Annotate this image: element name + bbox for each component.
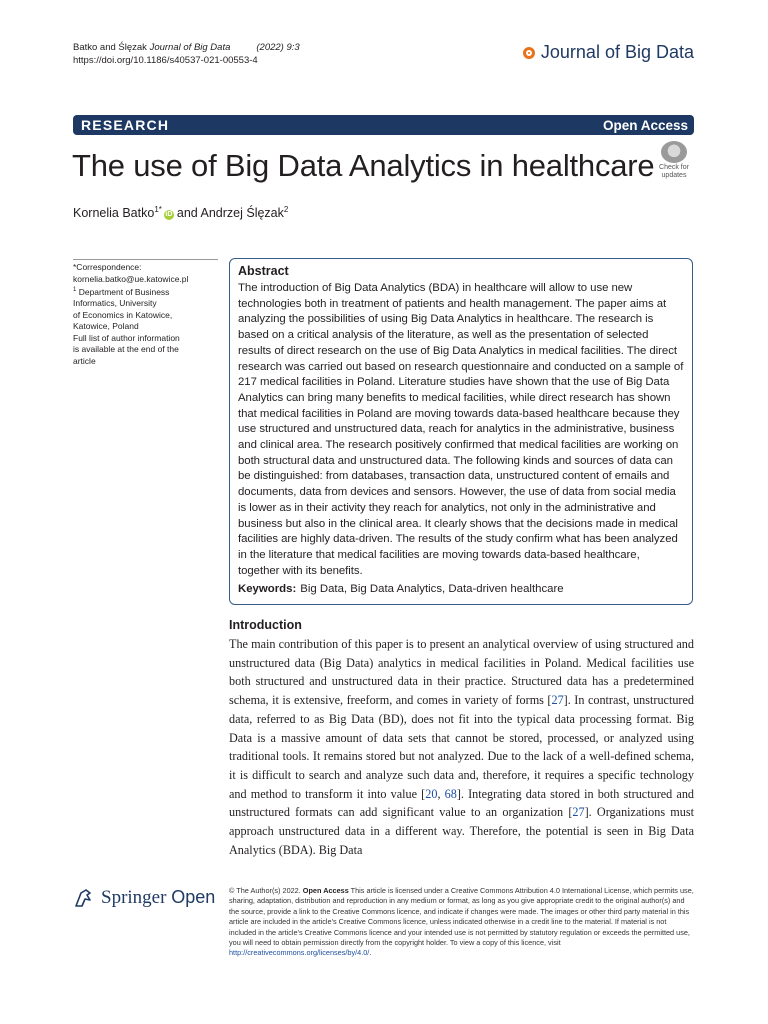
doi-link[interactable]: https://doi.org/10.1186/s40537-021-00553-4 bbox=[73, 55, 258, 66]
open-word: Open bbox=[171, 887, 216, 907]
sidebar-line: Katowice, Poland bbox=[73, 321, 139, 332]
springer-logo-text bbox=[101, 887, 215, 909]
sidebar-line: article bbox=[73, 355, 96, 366]
author-name: Kornelia Batko bbox=[73, 206, 155, 221]
keywords-line bbox=[238, 583, 684, 595]
correspondence-sidebar bbox=[73, 259, 218, 367]
intro-text: ]. Organizations must approach unstructured data in a different way. Therefore, the potential is seen in Big Data Analytics (BDA). Big Data bbox=[229, 805, 695, 857]
license-url[interactable]: http://creativecommons.org/licenses/by/4.0/ bbox=[229, 948, 370, 958]
keywords-value: Big Data, Big Data Analytics, Data-driven healthcare bbox=[300, 583, 564, 596]
sidebar-line-text: Department of Business bbox=[76, 286, 170, 297]
introduction-paragraph bbox=[229, 635, 694, 859]
article-type-banner bbox=[73, 115, 694, 135]
intro-text: The main contribution of this paper is to present an analytical overview of using structured and unstructured data (Big Data) analytics in medical facilities in Poland. Medical facilities use both structured and unstructured data in their practice. Structured data has a predetermined schema, it is extensive, freeform, and comes in variety of forms [ bbox=[229, 637, 694, 708]
intro-text: ]. Integrating data stored in both structured and unstructured formats can add significant value to an organization [ bbox=[229, 786, 695, 820]
intro-text: ]. In contrast, unstructured data, referred to as Big Data (BD), does not fit into the typical data processing format. Big Data is a massive amount of data sets that cannot be stored, processed, or analyzed using traditional tools. It remains stored but not analyzed. Due to the lack of a well-defined schema, it is difficult to search and analyze such data and, therefore, it requires a specific technology and method to transform it into value [ bbox=[229, 693, 694, 801]
license-end: . bbox=[369, 948, 372, 958]
citation-link[interactable]: 20 bbox=[425, 786, 438, 801]
correspondence-email[interactable]: kornelia.batko@ue.katowice.pl bbox=[73, 273, 189, 284]
article-type-label: RESEARCH bbox=[81, 117, 170, 133]
citation-header bbox=[73, 41, 300, 67]
license-open-access: Open Access bbox=[302, 886, 349, 895]
author-joiner: and Andrzej Ślęzak bbox=[176, 206, 284, 221]
citation-link[interactable]: 27 bbox=[572, 805, 585, 820]
sidebar-line: Informatics, University bbox=[73, 298, 157, 309]
citation-link[interactable]: 68 bbox=[444, 786, 457, 801]
citation-link[interactable]: 27 bbox=[551, 693, 564, 708]
affiliation-sup: 1 bbox=[73, 287, 77, 293]
license-body: This article is licensed under a Creative Commons Attribution 4.0 International License, which permits use, sharing, adaptation, distribution and reproduction in any medium or format, as long as you give appropriate credit to the original author(s) and the source, provide a link to the Creative Commons licence, and indicate if changes were made. The images or other third party material in this article are included in the article's Creative Commons licence, unless indicated otherwise in a credit line to the material. If material is not included in the article's Creative Commons licence and your intended use is not permitted by statutory regulation or exceeds the permitted use, you will need to obtain permission directly from the copyright holder. To view a copy of this licence, visit bbox=[229, 886, 694, 948]
intro-text: , bbox=[437, 786, 445, 801]
open-access-label: Open Access bbox=[602, 117, 688, 133]
sidebar-line bbox=[73, 285, 218, 298]
abstract-text: The introduction of Big Data Analytics (BDA) in healthcare will allow to use new technologies both in treatment of patients and health management. The paper aims at analyzing the possibilities of using Big Data Analytics in healthcare. The research is based on a critical analysis of the literature, as well as the presentation of selected results of direct research on the use of Big Data Analytics in medical facilities. The direct research was carried out based on research questionnaire and conducted on a sample of 217 medical facilities in Poland. Literature studies have shown that the use of Big Data Analytics can bring many benefits to medical facilities, while direct research has shown that medical facilities in Poland are moving towards data-based healthcare because they use structured and unstructured data, reach for analytics in the administrative, business and clinical area. The research positively confirmed that medical facilities are working on both structural data and unstructured data. The following kinds and sources of data can be distinguished: from databases, transaction data, unstructured content of emails and documents, data from devices and sensors. However, the use of data from social media is lower as in their activity they reach for analytics, not only in the administrative and business but also in the clinical area. It clearly shows that the decisions made in medical facilities are highly data-driven. The results of the study confirm what has been analyzed in the literature that medical facilities are moving towards data-based healthcare, together with its benefits. bbox=[238, 282, 684, 577]
license-text bbox=[229, 886, 695, 959]
springer-word: Springer bbox=[101, 887, 167, 908]
sidebar-line: of Economics in Katowice, bbox=[73, 309, 173, 320]
check-updates-line1: Check for bbox=[659, 164, 689, 171]
author-affiliation-sup: 1* bbox=[154, 205, 162, 214]
article-title: The use of Big Data Analytics in healthcare bbox=[72, 148, 655, 183]
sidebar-line: *Correspondence: bbox=[73, 262, 142, 272]
author-list bbox=[73, 205, 288, 220]
check-for-updates-badge[interactable] bbox=[654, 141, 694, 179]
header-journal: Journal of Big Data bbox=[149, 42, 231, 53]
check-updates-icon bbox=[661, 141, 687, 163]
sidebar-line: Full list of author information bbox=[73, 332, 180, 343]
author-affiliation-sup: 2 bbox=[283, 205, 289, 214]
keywords-label: Keywords: bbox=[238, 583, 297, 596]
springer-horse-icon bbox=[73, 887, 95, 909]
introduction-heading: Introduction bbox=[229, 618, 302, 632]
header-authors: Batko and Ślęzak bbox=[73, 42, 147, 53]
abstract-box bbox=[229, 258, 693, 605]
check-updates-label bbox=[654, 164, 694, 179]
sidebar-line: is available at the end of the bbox=[73, 344, 179, 355]
abstract-heading: Abstract bbox=[238, 264, 289, 278]
springer-open-logo bbox=[73, 887, 215, 909]
header-volume: (2022) 9:3 bbox=[256, 42, 300, 53]
journal-logo-icon bbox=[523, 47, 535, 59]
license-copyright: © The Author(s) 2022. bbox=[229, 886, 303, 895]
journal-logo-text: Journal of Big Data bbox=[540, 42, 694, 62]
journal-logo bbox=[523, 42, 694, 63]
orcid-icon[interactable]: iD bbox=[165, 211, 173, 219]
check-updates-line2: updates bbox=[661, 171, 687, 179]
